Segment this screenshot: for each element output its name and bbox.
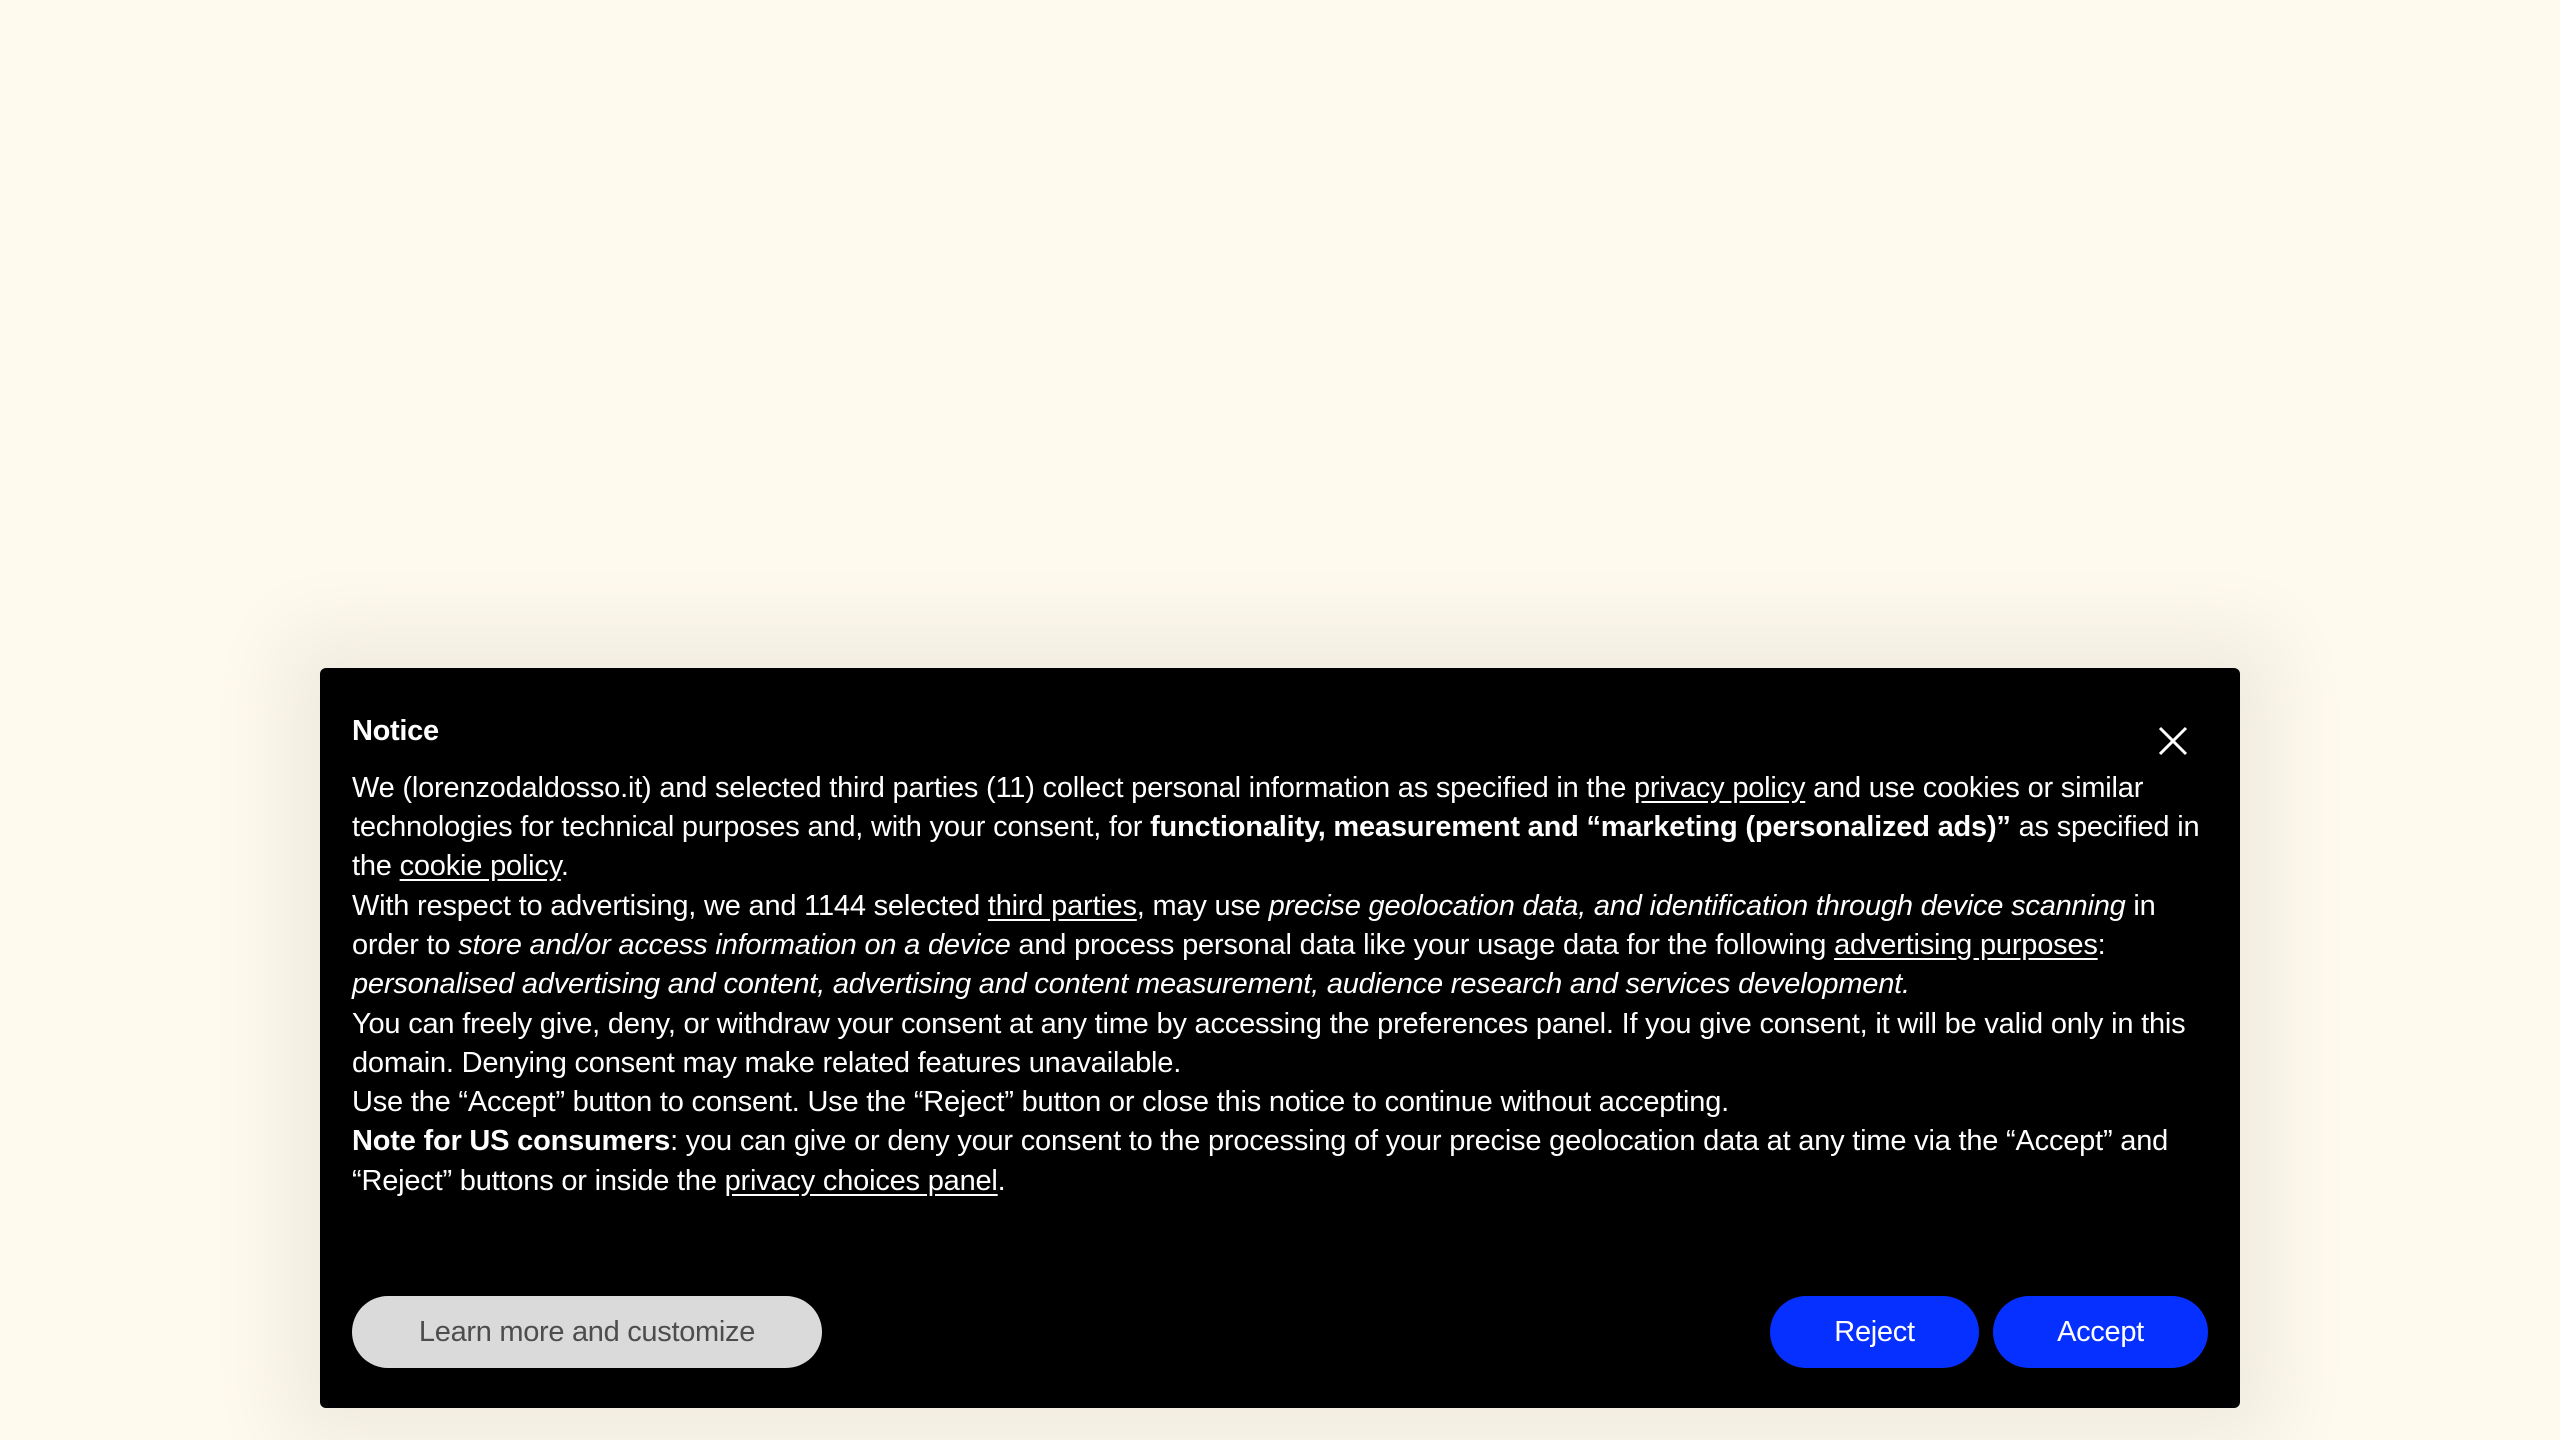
close-icon [2148, 716, 2198, 766]
privacy-choices-panel-link[interactable]: privacy choices panel [724, 1164, 998, 1197]
notice-title: Notice [352, 715, 439, 747]
notice-text: and use cookies or similar technologies for technical purposes and, with your consent, for [352, 771, 2144, 844]
advertising-purposes-link[interactable]: advertising purposes [1834, 928, 2098, 961]
notice-text: in order to [352, 889, 2156, 961]
notice-text: . [997, 1164, 1006, 1197]
notice-body [352, 769, 2208, 1201]
notice-paragraph-buttons-help: Use the “Accept” button to consent. Use the “Reject” button or close this notice to continue without accepting. [352, 1086, 1730, 1119]
notice-paragraph-consent [352, 769, 2208, 887]
learn-more-customize-button[interactable]: Learn more and customize [352, 1296, 822, 1368]
privacy-policy-link[interactable]: privacy policy [1634, 771, 1806, 804]
close-notice-button[interactable] [2148, 716, 2198, 766]
notice-text: With respect to advertising, we and 1144 selected [352, 889, 988, 922]
notice-text: as specified in the [352, 811, 2200, 883]
accept-button[interactable]: Accept [1993, 1296, 2208, 1368]
purposes-bold-text: functionality, measurement and “marketing (personalized ads)” [1150, 811, 2011, 844]
notice-text: : [2097, 928, 2106, 961]
us-consumers-bold-text: Note for US consumers [352, 1125, 671, 1158]
advertising-purposes-italic-text: personalised advertising and content, advertising and content measurement, audience research and services development. [352, 968, 1910, 1001]
notice-paragraph-withdraw: You can freely give, deny, or withdraw your consent at any time by accessing the preferences panel. If you give consent, it will be valid only in this domain. Denying consent may make related features unavailable. [352, 1007, 2186, 1079]
device-storage-italic-text: store and/or access information on a device [458, 928, 1011, 961]
notice-paragraph-us-consumers [352, 1122, 2208, 1201]
third-parties-link[interactable]: third parties [987, 889, 1137, 922]
cookie-notice-banner [320, 668, 2240, 1408]
reject-button[interactable]: Reject [1770, 1296, 1979, 1368]
geolocation-italic-text: precise geolocation data, and identification through device scanning [1268, 889, 2126, 922]
notice-text: , may use [1136, 889, 1269, 922]
notice-paragraph-advertising [352, 887, 2208, 1005]
notice-text: and process personal data like your usage data for the following [1010, 928, 1835, 961]
notice-text: : you can give or deny your consent to the processing of your precise geolocation data at any time via the “Accept” and “Reject” buttons or inside the [352, 1125, 2169, 1197]
notice-button-row [352, 1296, 2208, 1368]
notice-text: We (lorenzodaldosso.it) and selected third parties (11) collect personal information as specified in the [352, 771, 1634, 804]
notice-text: . [560, 850, 569, 883]
cookie-policy-link[interactable]: cookie policy [399, 850, 561, 883]
